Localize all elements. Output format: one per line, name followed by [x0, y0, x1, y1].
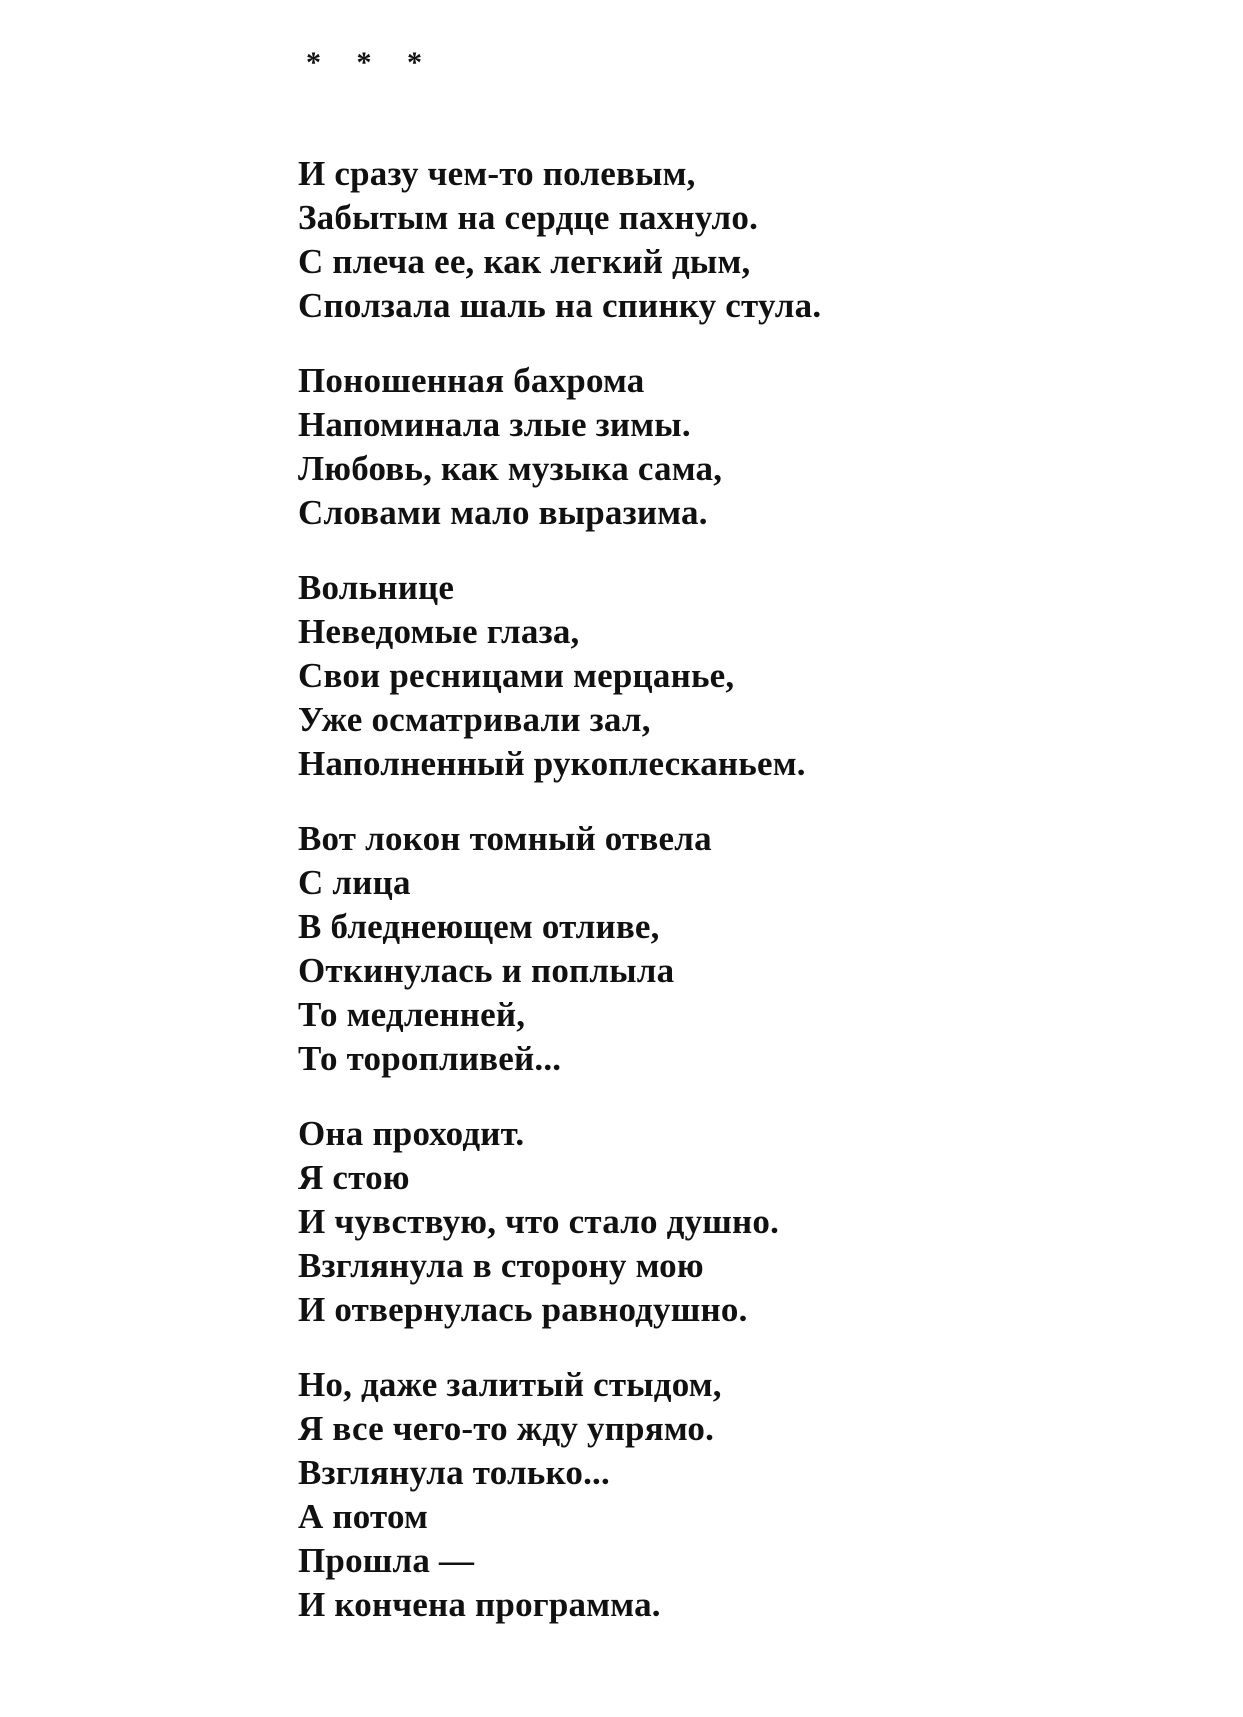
poem-line: И отвернулась равнодушно. — [298, 1290, 748, 1329]
poem-line: И сразу чем-то полевым, — [298, 154, 696, 193]
poem-line: Я стою — [298, 1158, 410, 1197]
poem-line: Я все чего-то жду упрямо. — [298, 1409, 715, 1448]
poem-line: Неведомые глаза, — [298, 612, 580, 651]
poem-line: Уже осматривали зал, — [298, 700, 651, 739]
poem — [298, 48, 1198, 1658]
poem-line: Сползала шаль на спинку стула. — [298, 286, 822, 325]
stanza-3 — [298, 566, 1198, 786]
poem-line: Словами мало выразима. — [298, 493, 708, 532]
poem-line: Откинулась и поплыла — [298, 951, 675, 990]
poem-line: В бледнеющем отливе, — [298, 907, 660, 946]
poem-line: Свои ресницами мерцанье, — [298, 656, 735, 695]
stanza-5 — [298, 1112, 1198, 1332]
stanza-4 — [298, 817, 1198, 1081]
poem-line: С лица — [298, 863, 411, 902]
poem-line: Она проходит. — [298, 1114, 525, 1153]
poem-line: Взглянула в сторону мою — [298, 1246, 704, 1285]
poem-line: Взглянула только... — [298, 1453, 610, 1492]
poem-line: С плеча ее, как легкий дым, — [298, 242, 751, 281]
poem-line: А потом — [298, 1497, 429, 1536]
poem-line: Любовь, как музыка сама, — [298, 449, 723, 488]
poem-line: И чувствую, что стало душно. — [298, 1202, 780, 1241]
poem-line: То торопливей... — [298, 1039, 562, 1078]
poem-line: То медленней, — [298, 995, 526, 1034]
section-separator: * * * — [306, 46, 436, 79]
poem-line: Вольнице — [298, 568, 455, 607]
poem-line: Прошла — — [298, 1541, 475, 1580]
poem-line: Вот локон томный отвела — [298, 819, 712, 858]
stanza-6 — [298, 1363, 1198, 1627]
poem-line: Поношенная бахрома — [298, 361, 645, 400]
poem-line: И кончена программа. — [298, 1585, 661, 1624]
poem-line: Забытым на сердце пахнуло. — [298, 198, 759, 237]
poem-line: Наполненный рукоплесканьем. — [298, 744, 806, 783]
stanza-1 — [298, 152, 1198, 328]
poem-line: Но, даже залитый стыдом, — [298, 1365, 722, 1404]
poem-line: Напоминала злые зимы. — [298, 405, 691, 444]
stanza-2 — [298, 359, 1198, 535]
